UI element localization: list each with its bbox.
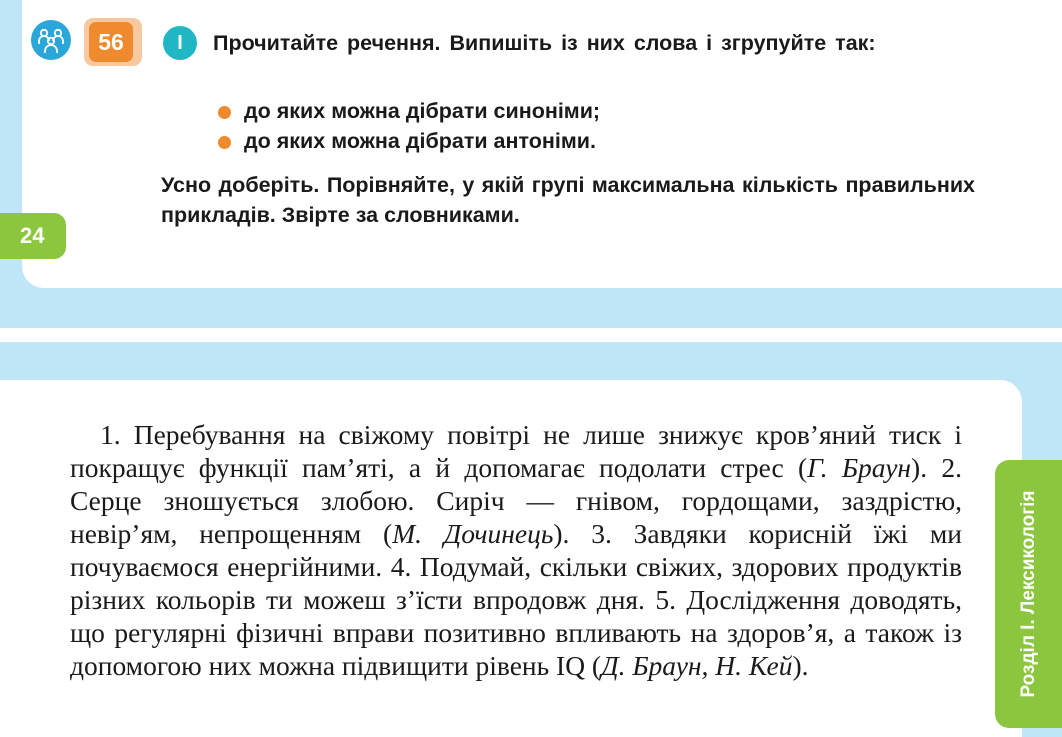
exercise-number-badge xyxy=(84,18,142,66)
source-author: Д. Браун, Н. Кей xyxy=(601,650,793,681)
divider-band xyxy=(0,328,1062,342)
bullet-dot-icon xyxy=(218,136,231,149)
difficulty-level-badge: I xyxy=(163,26,197,60)
task-bullet-item xyxy=(218,126,600,156)
source-author: Г. Браун xyxy=(807,452,912,483)
exercise-number: 56 xyxy=(89,22,133,62)
task-bullet-text: до яких можна дібрати антоніми. xyxy=(244,129,596,153)
task-bullet-text: до яких можна дібрати синоніми; xyxy=(244,99,601,123)
passage-end: ). xyxy=(792,650,809,681)
source-author: М. Дочинець xyxy=(392,518,554,549)
passage-sentence-1: 1. Перебування на свіжому повітрі не лише знижує кров’яний тиск і покращує функції пам’яті, а й допомагає подолати стрес ( xyxy=(70,419,962,483)
passage-sentence-2: ). 2. Серце зношується злобою. Сиріч — гнівом, гордощами, заздрістю, невір’ям, непрощенням ( xyxy=(70,452,962,549)
reading-passage xyxy=(70,418,962,682)
passage-sentence-3: ). 3. Завдяки корисній їжі ми почуваємося енергійними. 4. Подумай, скільки свіжих, здорових продуктів різних кольорів ти можеш з’їсти впродовж дня. 5. Дослідження доводять, що регулярні фізичні вправи позитивно впливають на здоров’я, а також із допомогою них можна підвищити рівень IQ ( xyxy=(70,518,962,681)
exercise-instruction: Прочитайте речення. Випишіть із них слова і згрупуйте так: xyxy=(213,31,876,55)
section-tab xyxy=(995,460,1062,728)
group-work-icon xyxy=(31,20,71,60)
bullet-dot-icon xyxy=(218,106,231,119)
task-bullet-list xyxy=(218,96,600,156)
page-number: 24 xyxy=(0,213,66,259)
section-title: Розділ І. Лексикологія xyxy=(1017,490,1039,698)
oral-task-text: Усно доберіть. Порівняйте, у якій групі максимальна кількість правильних прикладів. Звірте за словниками. xyxy=(161,173,975,227)
task-bullet-item xyxy=(218,96,600,126)
